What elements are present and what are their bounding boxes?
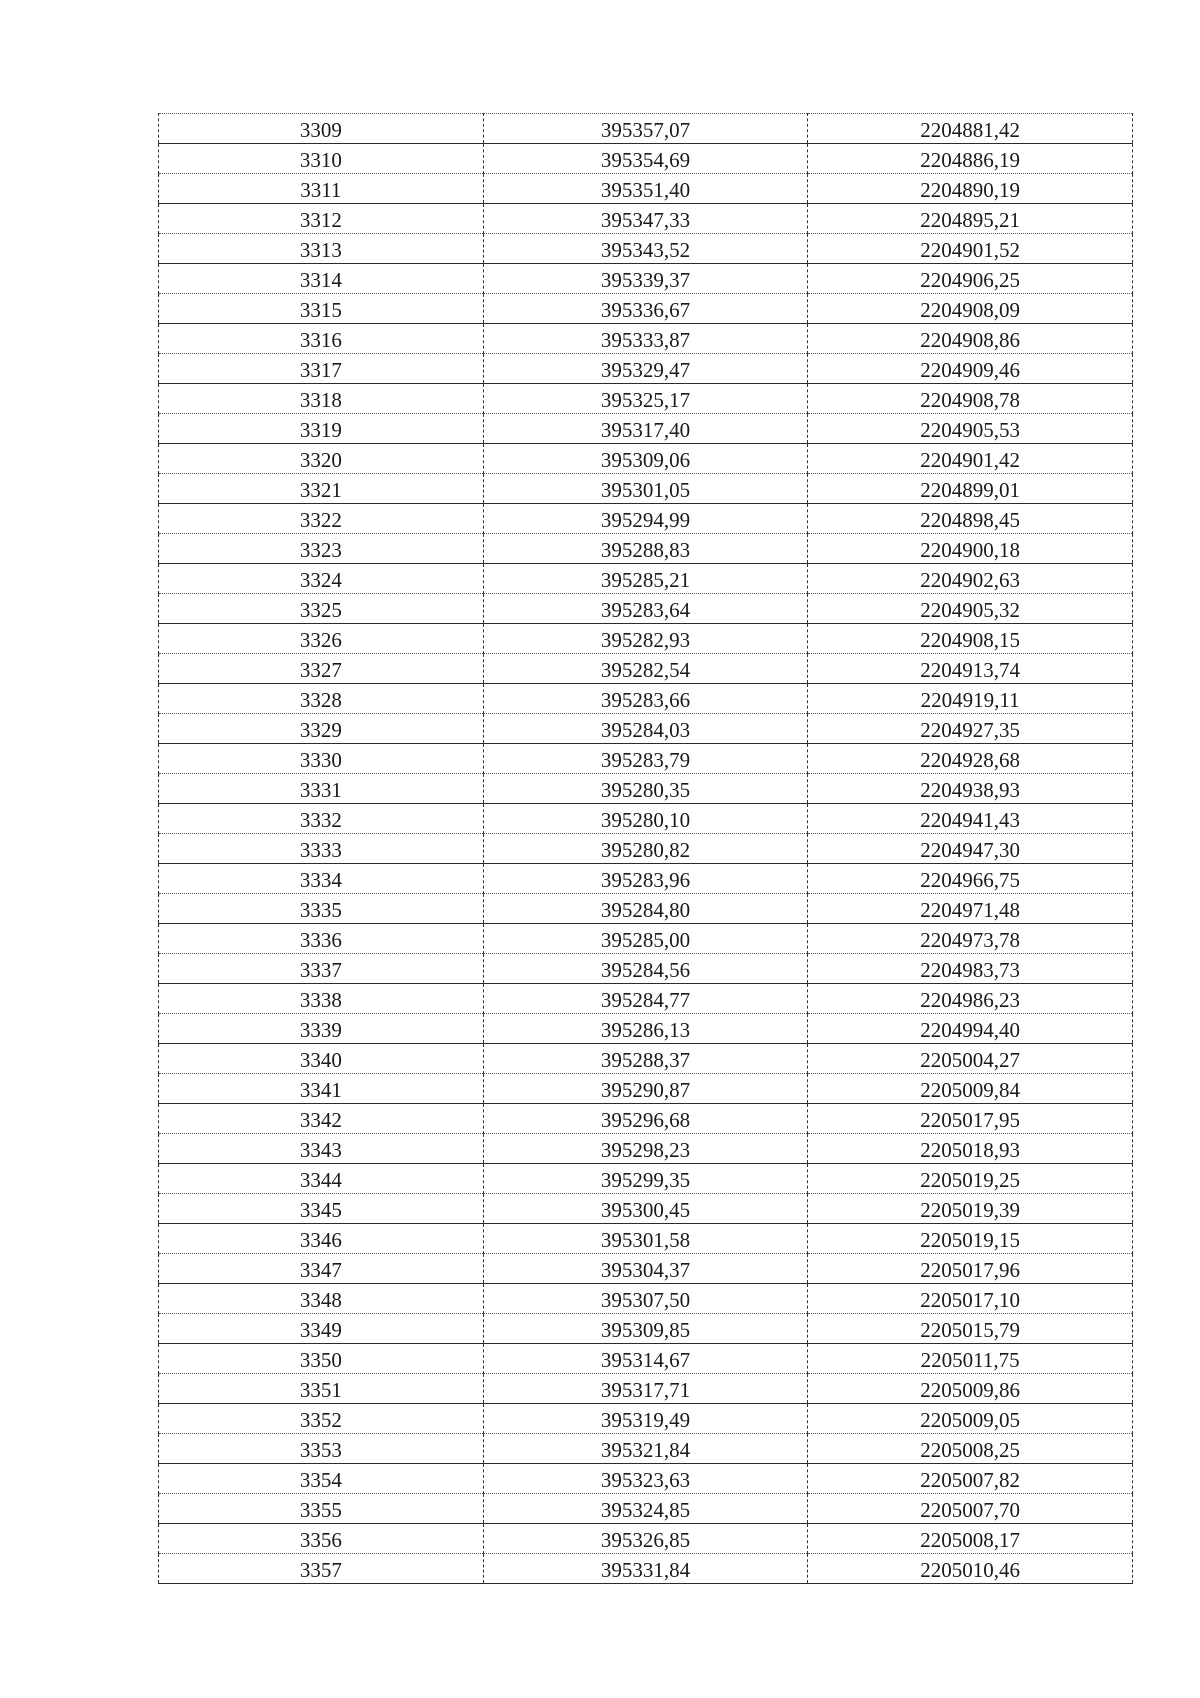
x-coordinate-cell: 395324,85 (483, 1494, 808, 1524)
point-number-cell: 3350 (159, 1344, 484, 1374)
point-number-cell: 3335 (159, 894, 484, 924)
y-coordinate-cell: 2204908,15 (808, 624, 1133, 654)
coordinates-table (158, 113, 1133, 1584)
point-number-cell: 3344 (159, 1164, 484, 1194)
table-row (159, 204, 1133, 234)
y-coordinate-cell: 2204986,23 (808, 984, 1133, 1014)
y-coordinate-cell: 2204901,52 (808, 234, 1133, 264)
table-row (159, 1434, 1133, 1464)
x-coordinate-cell: 395336,67 (483, 294, 808, 324)
y-coordinate-cell: 2204908,86 (808, 324, 1133, 354)
table-row (159, 1164, 1133, 1194)
y-coordinate-cell: 2204881,42 (808, 114, 1133, 144)
point-number-cell: 3341 (159, 1074, 484, 1104)
table-row (159, 834, 1133, 864)
y-coordinate-cell: 2205019,25 (808, 1164, 1133, 1194)
y-coordinate-cell: 2204994,40 (808, 1014, 1133, 1044)
y-coordinate-cell: 2205017,95 (808, 1104, 1133, 1134)
x-coordinate-cell: 395282,54 (483, 654, 808, 684)
y-coordinate-cell: 2205019,15 (808, 1224, 1133, 1254)
x-coordinate-cell: 395300,45 (483, 1194, 808, 1224)
x-coordinate-cell: 395296,68 (483, 1104, 808, 1134)
point-number-cell: 3331 (159, 774, 484, 804)
y-coordinate-cell: 2204928,68 (808, 744, 1133, 774)
x-coordinate-cell: 395290,87 (483, 1074, 808, 1104)
x-coordinate-cell: 395317,40 (483, 414, 808, 444)
x-coordinate-cell: 395329,47 (483, 354, 808, 384)
y-coordinate-cell: 2205019,39 (808, 1194, 1133, 1224)
table-row (159, 1014, 1133, 1044)
y-coordinate-cell: 2204906,25 (808, 264, 1133, 294)
x-coordinate-cell: 395321,84 (483, 1434, 808, 1464)
x-coordinate-cell: 395284,77 (483, 984, 808, 1014)
x-coordinate-cell: 395314,67 (483, 1344, 808, 1374)
table-row (159, 1374, 1133, 1404)
y-coordinate-cell: 2204902,63 (808, 564, 1133, 594)
table-row (159, 744, 1133, 774)
point-number-cell: 3313 (159, 234, 484, 264)
point-number-cell: 3326 (159, 624, 484, 654)
x-coordinate-cell: 395323,63 (483, 1464, 808, 1494)
table-row (159, 714, 1133, 744)
point-number-cell: 3318 (159, 384, 484, 414)
x-coordinate-cell: 395284,80 (483, 894, 808, 924)
y-coordinate-cell: 2205018,93 (808, 1134, 1133, 1164)
table-row (159, 1494, 1133, 1524)
table-row (159, 1104, 1133, 1134)
table-row (159, 1074, 1133, 1104)
table-row (159, 384, 1133, 414)
point-number-cell: 3356 (159, 1524, 484, 1554)
x-coordinate-cell: 395357,07 (483, 114, 808, 144)
table-row (159, 174, 1133, 204)
point-number-cell: 3324 (159, 564, 484, 594)
x-coordinate-cell: 395319,49 (483, 1404, 808, 1434)
y-coordinate-cell: 2205009,05 (808, 1404, 1133, 1434)
point-number-cell: 3312 (159, 204, 484, 234)
y-coordinate-cell: 2204947,30 (808, 834, 1133, 864)
table-row (159, 984, 1133, 1014)
point-number-cell: 3310 (159, 144, 484, 174)
table-row (159, 1554, 1133, 1584)
y-coordinate-cell: 2204908,09 (808, 294, 1133, 324)
point-number-cell: 3342 (159, 1104, 484, 1134)
y-coordinate-cell: 2204941,43 (808, 804, 1133, 834)
table-row (159, 1044, 1133, 1074)
y-coordinate-cell: 2205008,25 (808, 1434, 1133, 1464)
table-row (159, 414, 1133, 444)
table-row (159, 654, 1133, 684)
point-number-cell: 3349 (159, 1314, 484, 1344)
point-number-cell: 3311 (159, 174, 484, 204)
point-number-cell: 3323 (159, 534, 484, 564)
point-number-cell: 3333 (159, 834, 484, 864)
table-row (159, 264, 1133, 294)
x-coordinate-cell: 395298,23 (483, 1134, 808, 1164)
x-coordinate-cell: 395301,05 (483, 474, 808, 504)
table-row (159, 564, 1133, 594)
point-number-cell: 3338 (159, 984, 484, 1014)
table-row (159, 894, 1133, 924)
table-row (159, 594, 1133, 624)
y-coordinate-cell: 2205007,82 (808, 1464, 1133, 1494)
point-number-cell: 3321 (159, 474, 484, 504)
y-coordinate-cell: 2204895,21 (808, 204, 1133, 234)
y-coordinate-cell: 2204899,01 (808, 474, 1133, 504)
table-row (159, 1134, 1133, 1164)
x-coordinate-cell: 395339,37 (483, 264, 808, 294)
table-row (159, 444, 1133, 474)
x-coordinate-cell: 395343,52 (483, 234, 808, 264)
table-row (159, 1194, 1133, 1224)
y-coordinate-cell: 2204908,78 (808, 384, 1133, 414)
y-coordinate-cell: 2204927,35 (808, 714, 1133, 744)
y-coordinate-cell: 2204971,48 (808, 894, 1133, 924)
y-coordinate-cell: 2205008,17 (808, 1524, 1133, 1554)
point-number-cell: 3345 (159, 1194, 484, 1224)
x-coordinate-cell: 395307,50 (483, 1284, 808, 1314)
y-coordinate-cell: 2205017,10 (808, 1284, 1133, 1314)
x-coordinate-cell: 395347,33 (483, 204, 808, 234)
point-number-cell: 3309 (159, 114, 484, 144)
point-number-cell: 3319 (159, 414, 484, 444)
table-row (159, 1404, 1133, 1434)
y-coordinate-cell: 2205015,79 (808, 1314, 1133, 1344)
x-coordinate-cell: 395286,13 (483, 1014, 808, 1044)
y-coordinate-cell: 2204938,93 (808, 774, 1133, 804)
table-row (159, 864, 1133, 894)
table-row (159, 1524, 1133, 1554)
x-coordinate-cell: 395351,40 (483, 174, 808, 204)
point-number-cell: 3355 (159, 1494, 484, 1524)
table-row (159, 804, 1133, 834)
table-row (159, 324, 1133, 354)
point-number-cell: 3330 (159, 744, 484, 774)
point-number-cell: 3351 (159, 1374, 484, 1404)
x-coordinate-cell: 395284,03 (483, 714, 808, 744)
table-row (159, 1344, 1133, 1374)
point-number-cell: 3339 (159, 1014, 484, 1044)
y-coordinate-cell: 2205009,84 (808, 1074, 1133, 1104)
table-row (159, 534, 1133, 564)
x-coordinate-cell: 395285,21 (483, 564, 808, 594)
y-coordinate-cell: 2204966,75 (808, 864, 1133, 894)
y-coordinate-cell: 2204898,45 (808, 504, 1133, 534)
point-number-cell: 3348 (159, 1284, 484, 1314)
coordinates-table-body (159, 114, 1133, 1584)
table-row (159, 774, 1133, 804)
x-coordinate-cell: 395309,85 (483, 1314, 808, 1344)
x-coordinate-cell: 395354,69 (483, 144, 808, 174)
point-number-cell: 3329 (159, 714, 484, 744)
y-coordinate-cell: 2205009,86 (808, 1374, 1133, 1404)
table-row (159, 1464, 1133, 1494)
y-coordinate-cell: 2204901,42 (808, 444, 1133, 474)
table-row (159, 684, 1133, 714)
table-row (159, 294, 1133, 324)
point-number-cell: 3353 (159, 1434, 484, 1464)
table-row (159, 1314, 1133, 1344)
point-number-cell: 3328 (159, 684, 484, 714)
point-number-cell: 3336 (159, 924, 484, 954)
table-row (159, 114, 1133, 144)
table-row (159, 924, 1133, 954)
table-row (159, 354, 1133, 384)
point-number-cell: 3357 (159, 1554, 484, 1584)
x-coordinate-cell: 395294,99 (483, 504, 808, 534)
y-coordinate-cell: 2204919,11 (808, 684, 1133, 714)
x-coordinate-cell: 395301,58 (483, 1224, 808, 1254)
point-number-cell: 3337 (159, 954, 484, 984)
point-number-cell: 3343 (159, 1134, 484, 1164)
y-coordinate-cell: 2205010,46 (808, 1554, 1133, 1584)
point-number-cell: 3354 (159, 1464, 484, 1494)
x-coordinate-cell: 395333,87 (483, 324, 808, 354)
x-coordinate-cell: 395299,35 (483, 1164, 808, 1194)
y-coordinate-cell: 2205017,96 (808, 1254, 1133, 1284)
x-coordinate-cell: 395283,64 (483, 594, 808, 624)
y-coordinate-cell: 2204913,74 (808, 654, 1133, 684)
y-coordinate-cell: 2205007,70 (808, 1494, 1133, 1524)
point-number-cell: 3317 (159, 354, 484, 384)
y-coordinate-cell: 2204886,19 (808, 144, 1133, 174)
x-coordinate-cell: 395288,83 (483, 534, 808, 564)
x-coordinate-cell: 395283,96 (483, 864, 808, 894)
x-coordinate-cell: 395280,10 (483, 804, 808, 834)
point-number-cell: 3340 (159, 1044, 484, 1074)
x-coordinate-cell: 395309,06 (483, 444, 808, 474)
point-number-cell: 3332 (159, 804, 484, 834)
point-number-cell: 3322 (159, 504, 484, 534)
table-row (159, 474, 1133, 504)
point-number-cell: 3320 (159, 444, 484, 474)
table-row (159, 1284, 1133, 1314)
x-coordinate-cell: 395280,82 (483, 834, 808, 864)
point-number-cell: 3325 (159, 594, 484, 624)
y-coordinate-cell: 2204905,32 (808, 594, 1133, 624)
table-row (159, 1254, 1133, 1284)
y-coordinate-cell: 2205011,75 (808, 1344, 1133, 1374)
table-row (159, 504, 1133, 534)
x-coordinate-cell: 395331,84 (483, 1554, 808, 1584)
point-number-cell: 3352 (159, 1404, 484, 1434)
table-row (159, 144, 1133, 174)
x-coordinate-cell: 395325,17 (483, 384, 808, 414)
x-coordinate-cell: 395304,37 (483, 1254, 808, 1284)
y-coordinate-cell: 2204905,53 (808, 414, 1133, 444)
x-coordinate-cell: 395326,85 (483, 1524, 808, 1554)
y-coordinate-cell: 2204973,78 (808, 924, 1133, 954)
x-coordinate-cell: 395288,37 (483, 1044, 808, 1074)
table-row (159, 1224, 1133, 1254)
y-coordinate-cell: 2204983,73 (808, 954, 1133, 984)
table-row (159, 624, 1133, 654)
y-coordinate-cell: 2204909,46 (808, 354, 1133, 384)
y-coordinate-cell: 2204890,19 (808, 174, 1133, 204)
table-row (159, 954, 1133, 984)
point-number-cell: 3334 (159, 864, 484, 894)
table-row (159, 234, 1133, 264)
x-coordinate-cell: 395280,35 (483, 774, 808, 804)
point-number-cell: 3316 (159, 324, 484, 354)
x-coordinate-cell: 395285,00 (483, 924, 808, 954)
point-number-cell: 3327 (159, 654, 484, 684)
point-number-cell: 3315 (159, 294, 484, 324)
y-coordinate-cell: 2205004,27 (808, 1044, 1133, 1074)
x-coordinate-cell: 395283,79 (483, 744, 808, 774)
point-number-cell: 3314 (159, 264, 484, 294)
x-coordinate-cell: 395317,71 (483, 1374, 808, 1404)
x-coordinate-cell: 395282,93 (483, 624, 808, 654)
y-coordinate-cell: 2204900,18 (808, 534, 1133, 564)
point-number-cell: 3347 (159, 1254, 484, 1284)
point-number-cell: 3346 (159, 1224, 484, 1254)
x-coordinate-cell: 395284,56 (483, 954, 808, 984)
x-coordinate-cell: 395283,66 (483, 684, 808, 714)
